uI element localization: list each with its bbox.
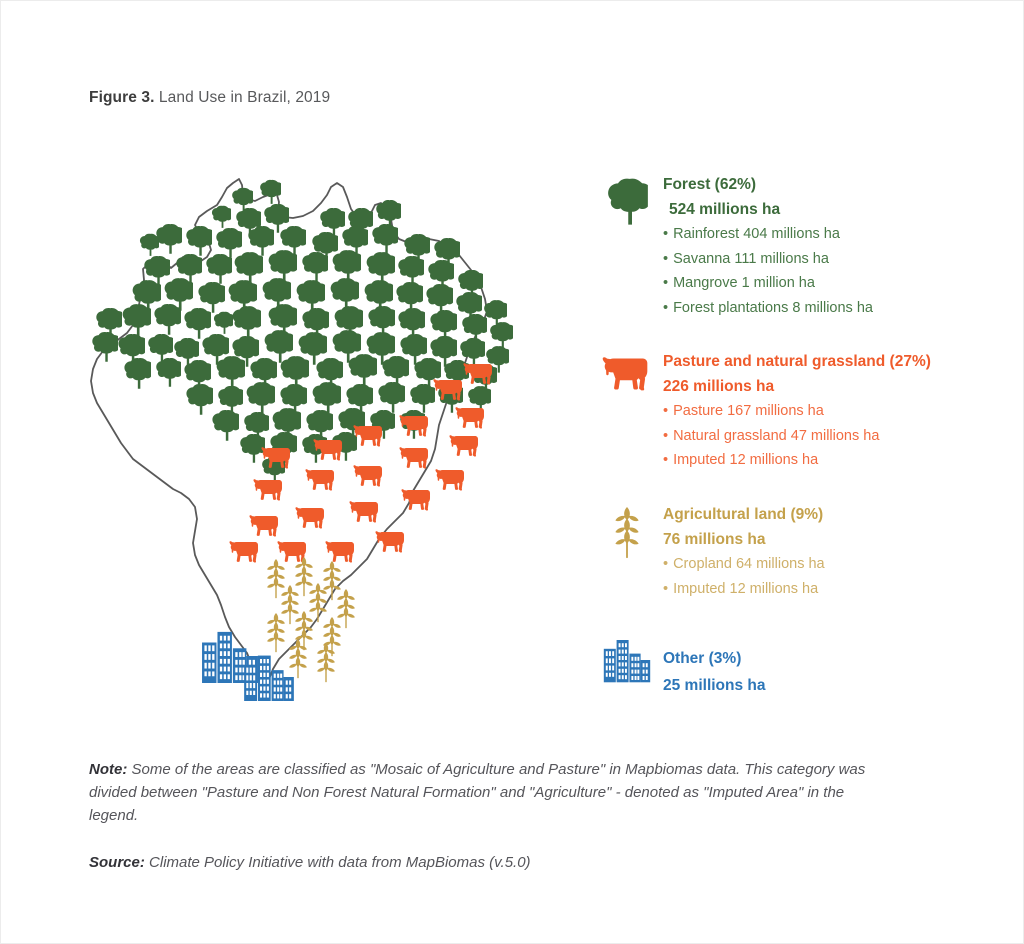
source-text: Climate Policy Initiative with data from MapBiomas (v.5.0) [144, 854, 531, 872]
legend-items-pasture [663, 404, 931, 468]
list-item [663, 252, 873, 267]
legend-item-label: Pasture 167 millions ha [673, 403, 824, 419]
bullet-icon: • [663, 580, 669, 597]
figure-label: Figure 3. [89, 89, 155, 106]
figure-title-text: Land Use in Brazil, 2019 [158, 89, 331, 106]
bullet-icon: • [663, 556, 669, 572]
legend-title-agriculture: Agricultural land (9%) [663, 506, 824, 523]
legend-item-label: Natural grassland 47 millions ha [673, 427, 880, 444]
legend-title-pasture: Pasture and natural grassland (27%) [663, 353, 931, 370]
list-item [663, 453, 931, 468]
legend-title-other: Other (3%) [663, 650, 742, 667]
legend-item-label: Forest plantations 8 millions ha [673, 299, 873, 316]
legend-total-agriculture: 76 millions ha [663, 530, 766, 548]
legend-total-pasture: 226 millions ha [663, 377, 775, 395]
bullet-icon: • [663, 403, 669, 419]
note-block [89, 759, 889, 827]
list-item [663, 429, 931, 444]
note-lead: Note: [89, 761, 128, 778]
tree-icon [599, 177, 655, 225]
buildings-icon [599, 637, 655, 683]
legend-total-other: 25 millions ha [663, 676, 766, 694]
legend-group-agriculture [599, 507, 825, 606]
brazil-land-use-map [81, 161, 601, 721]
legend-total-forest: 524 millions ha [669, 200, 781, 218]
bullet-icon: • [663, 452, 669, 468]
legend-text-agriculture [663, 507, 825, 596]
footnotes [89, 759, 889, 875]
figure-title [89, 89, 330, 107]
note-text: Some of the areas are classified as "Mosaic of Agriculture and Pasture" in Mapbiomas data. This category was divided between "Pasture and Non Forest Natural Formation" and "Agriculture" - denoted as "Imputed Area" in the legend. [89, 761, 866, 824]
legend-text-pasture [663, 354, 931, 468]
source-block [89, 852, 889, 875]
legend-item-label: Imputed 12 millions ha [673, 580, 819, 597]
legend-text-forest [663, 177, 873, 315]
legend-text-other [663, 651, 766, 693]
legend-items-agriculture [663, 557, 825, 596]
list-item [663, 582, 825, 597]
legend-items-forest [663, 227, 873, 315]
bullet-icon: • [663, 250, 669, 267]
legend-title-forest: Forest (62%) [663, 176, 757, 193]
legend-item-label: Savanna 111 millions ha [673, 250, 829, 267]
legend-group-pasture [599, 354, 931, 478]
bullet-icon: • [663, 427, 669, 444]
list-item [663, 404, 931, 419]
source-lead: Source: [89, 854, 145, 872]
list-item [663, 557, 825, 572]
list-item [663, 276, 873, 291]
legend-group-forest [599, 177, 873, 325]
bullet-icon: • [663, 299, 669, 316]
list-item [663, 301, 873, 316]
legend-group-other [599, 637, 766, 693]
legend-item-label: Imputed 12 millions ha [673, 452, 819, 468]
map-svg [81, 161, 601, 721]
wheat-icon [599, 507, 655, 559]
bullet-icon: • [663, 275, 669, 291]
bullet-icon: • [663, 226, 669, 242]
list-item [663, 227, 873, 242]
legend-item-label: Mangrove 1 million ha [673, 275, 815, 291]
legend-item-label: Cropland 64 millions ha [673, 556, 825, 572]
cow-icon [599, 354, 655, 391]
legend-item-label: Rainforest 404 millions ha [673, 226, 840, 242]
